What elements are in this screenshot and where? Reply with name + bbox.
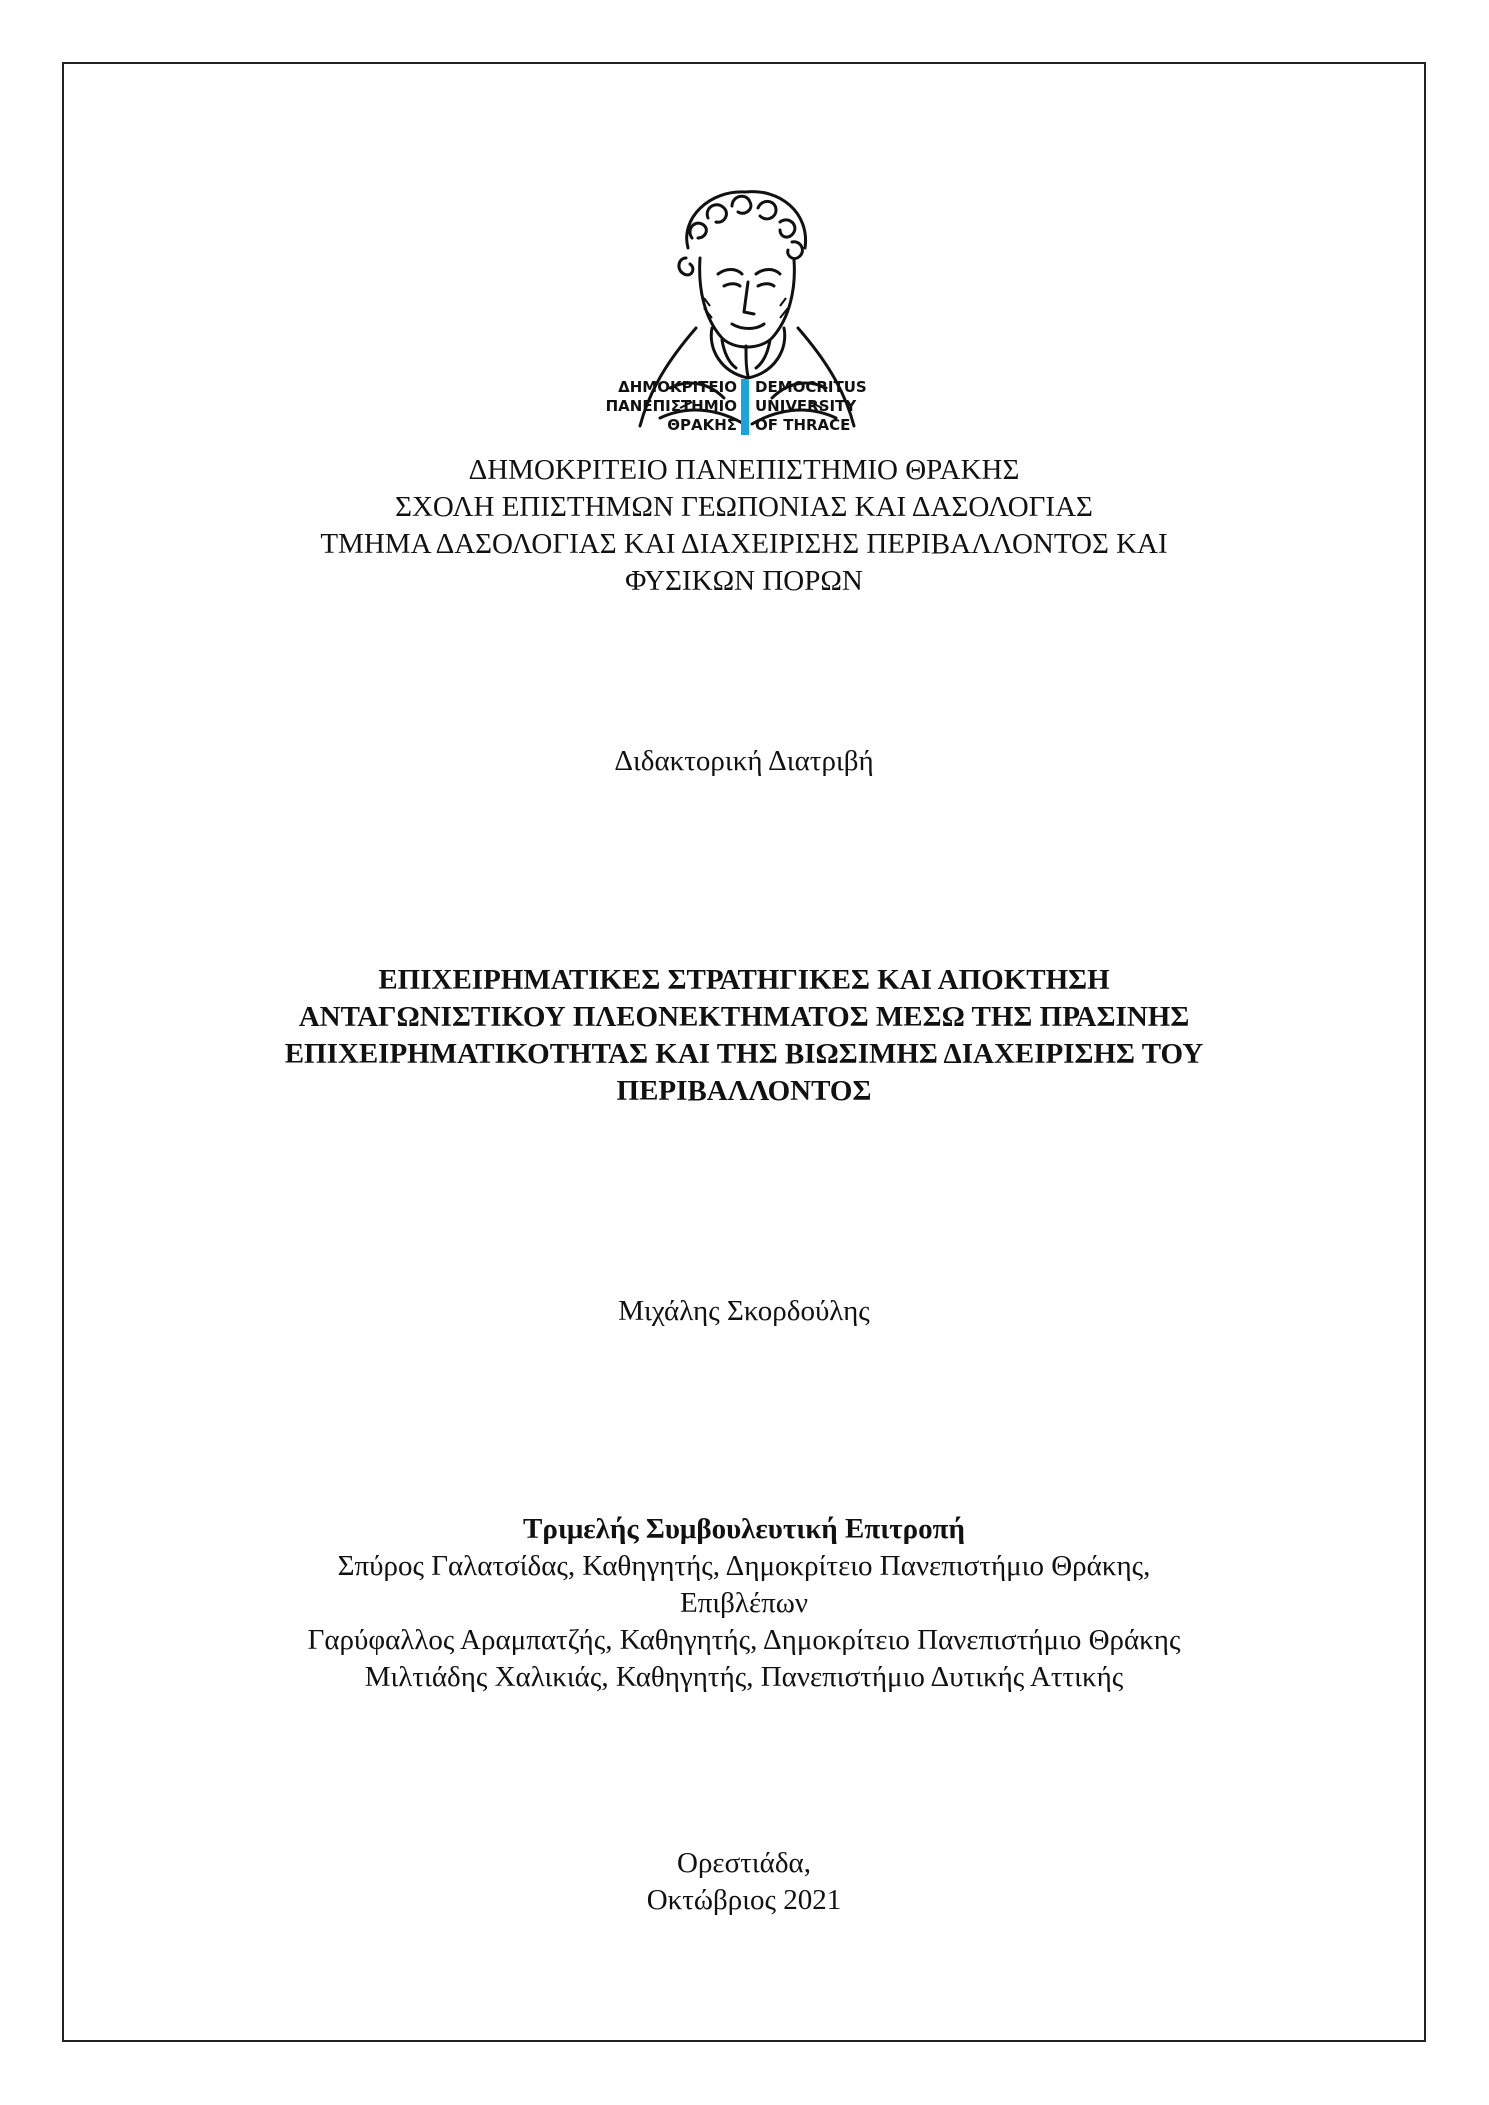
- committee-member-line: Μιλτιάδης Χαλικιάς, Καθηγητής, Πανεπιστήμιο Δυτικής Αττικής: [364, 1661, 1124, 1693]
- school-name: ΣΧΟΛΗ ΕΠΙΣΤΗΜΩΝ ΓΕΩΠΟΝΙΑΣ ΚΑΙ ΔΑΣΟΛΟΓΙΑΣ: [395, 491, 1093, 523]
- logo-wordmark: [600, 378, 890, 440]
- thesis-title: [62, 962, 1426, 1110]
- logo-greek-line: ΠΑΝΕΠΙΣΤΗΜΙΟ: [605, 397, 737, 415]
- department-name-line-2: ΦΥΣΙΚΩΝ ΠΟΡΩΝ: [625, 565, 863, 597]
- thesis-title-line: ΠΕΡΙΒΑΛΛΟΝΤΟΣ: [616, 1075, 872, 1107]
- department-name-line-1: ΤΜΗΜΑ ΔΑΣΟΛΟΓΙΑΣ ΚΑΙ ΔΙΑΧΕΙΡΙΣΗΣ ΠΕΡΙΒΑΛΛΟΝΤΟΣ ΚΑΙ: [320, 528, 1168, 560]
- author-name: Μιχάλης Σκορδούλης: [618, 1295, 870, 1327]
- committee-member-line: Επιβλέπων: [680, 1587, 808, 1619]
- logo-english-text: [755, 378, 867, 435]
- committee-heading: Τριμελής Συμβουλευτική Επιτροπή: [523, 1513, 965, 1545]
- logo-greek-text: [606, 378, 737, 435]
- institution-block: [62, 452, 1426, 600]
- document-type: Διδακτορική Διατριβή: [614, 745, 874, 777]
- date: Οκτώβριος 2021: [646, 1884, 842, 1916]
- logo-greek-line: ΘΡΑΚΗΣ: [667, 416, 737, 434]
- logo-greek-line: ΔΗΜΟΚΡΙΤΕΙΟ: [618, 378, 737, 396]
- logo-english-line: DEMOCRITUS: [755, 378, 867, 396]
- thesis-title-line: ΕΠΙΧΕΙΡΗΜΑΤΙΚΕΣ ΣΤΡΑΤΗΓΙΚΕΣ ΚΑΙ ΑΠΟΚΤΗΣΗ: [378, 964, 1110, 996]
- thesis-title-line: ΕΠΙΧΕΙΡΗΜΑΤΙΚΟΤΗΤΑΣ ΚΑΙ ΤΗΣ ΒΙΩΣΙΜΗΣ ΔΙΑΧΕΙΡΙΣΗΣ ΤΟΥ: [284, 1038, 1204, 1070]
- thesis-title-line: ΑΝΤΑΓΩΝΙΣΤΙΚΟΥ ΠΛΕΟΝΕΚΤΗΜΑΤΟΣ ΜΕΣΩ ΤΗΣ ΠΡΑΣΙΝΗΣ: [298, 1001, 1190, 1033]
- committee-member-line: Σπύρος Γαλατσίδας, Καθηγητής, Δημοκρίτειο Πανεπιστήμιο Θράκης,: [337, 1550, 1151, 1582]
- logo-accent-bar: [741, 379, 749, 435]
- logo-english-line: UNIVERSITY: [755, 397, 857, 415]
- university-name: ΔΗΜΟΚΡΙΤΕΙΟ ΠΑΝΕΠΙΣΤΗΜΙΟ ΘΡΑΚΗΣ: [468, 454, 1020, 486]
- logo-english-line: OF THRACE: [755, 416, 851, 434]
- committee-member-line: Γαρύφαλλος Αραμπατζής, Καθηγητής, Δημοκρίτειο Πανεπιστήμιο Θράκης: [307, 1624, 1181, 1656]
- advisory-committee: [62, 1511, 1426, 1696]
- place-and-date: [62, 1845, 1426, 1919]
- place: Ορεστιάδα,: [677, 1847, 811, 1879]
